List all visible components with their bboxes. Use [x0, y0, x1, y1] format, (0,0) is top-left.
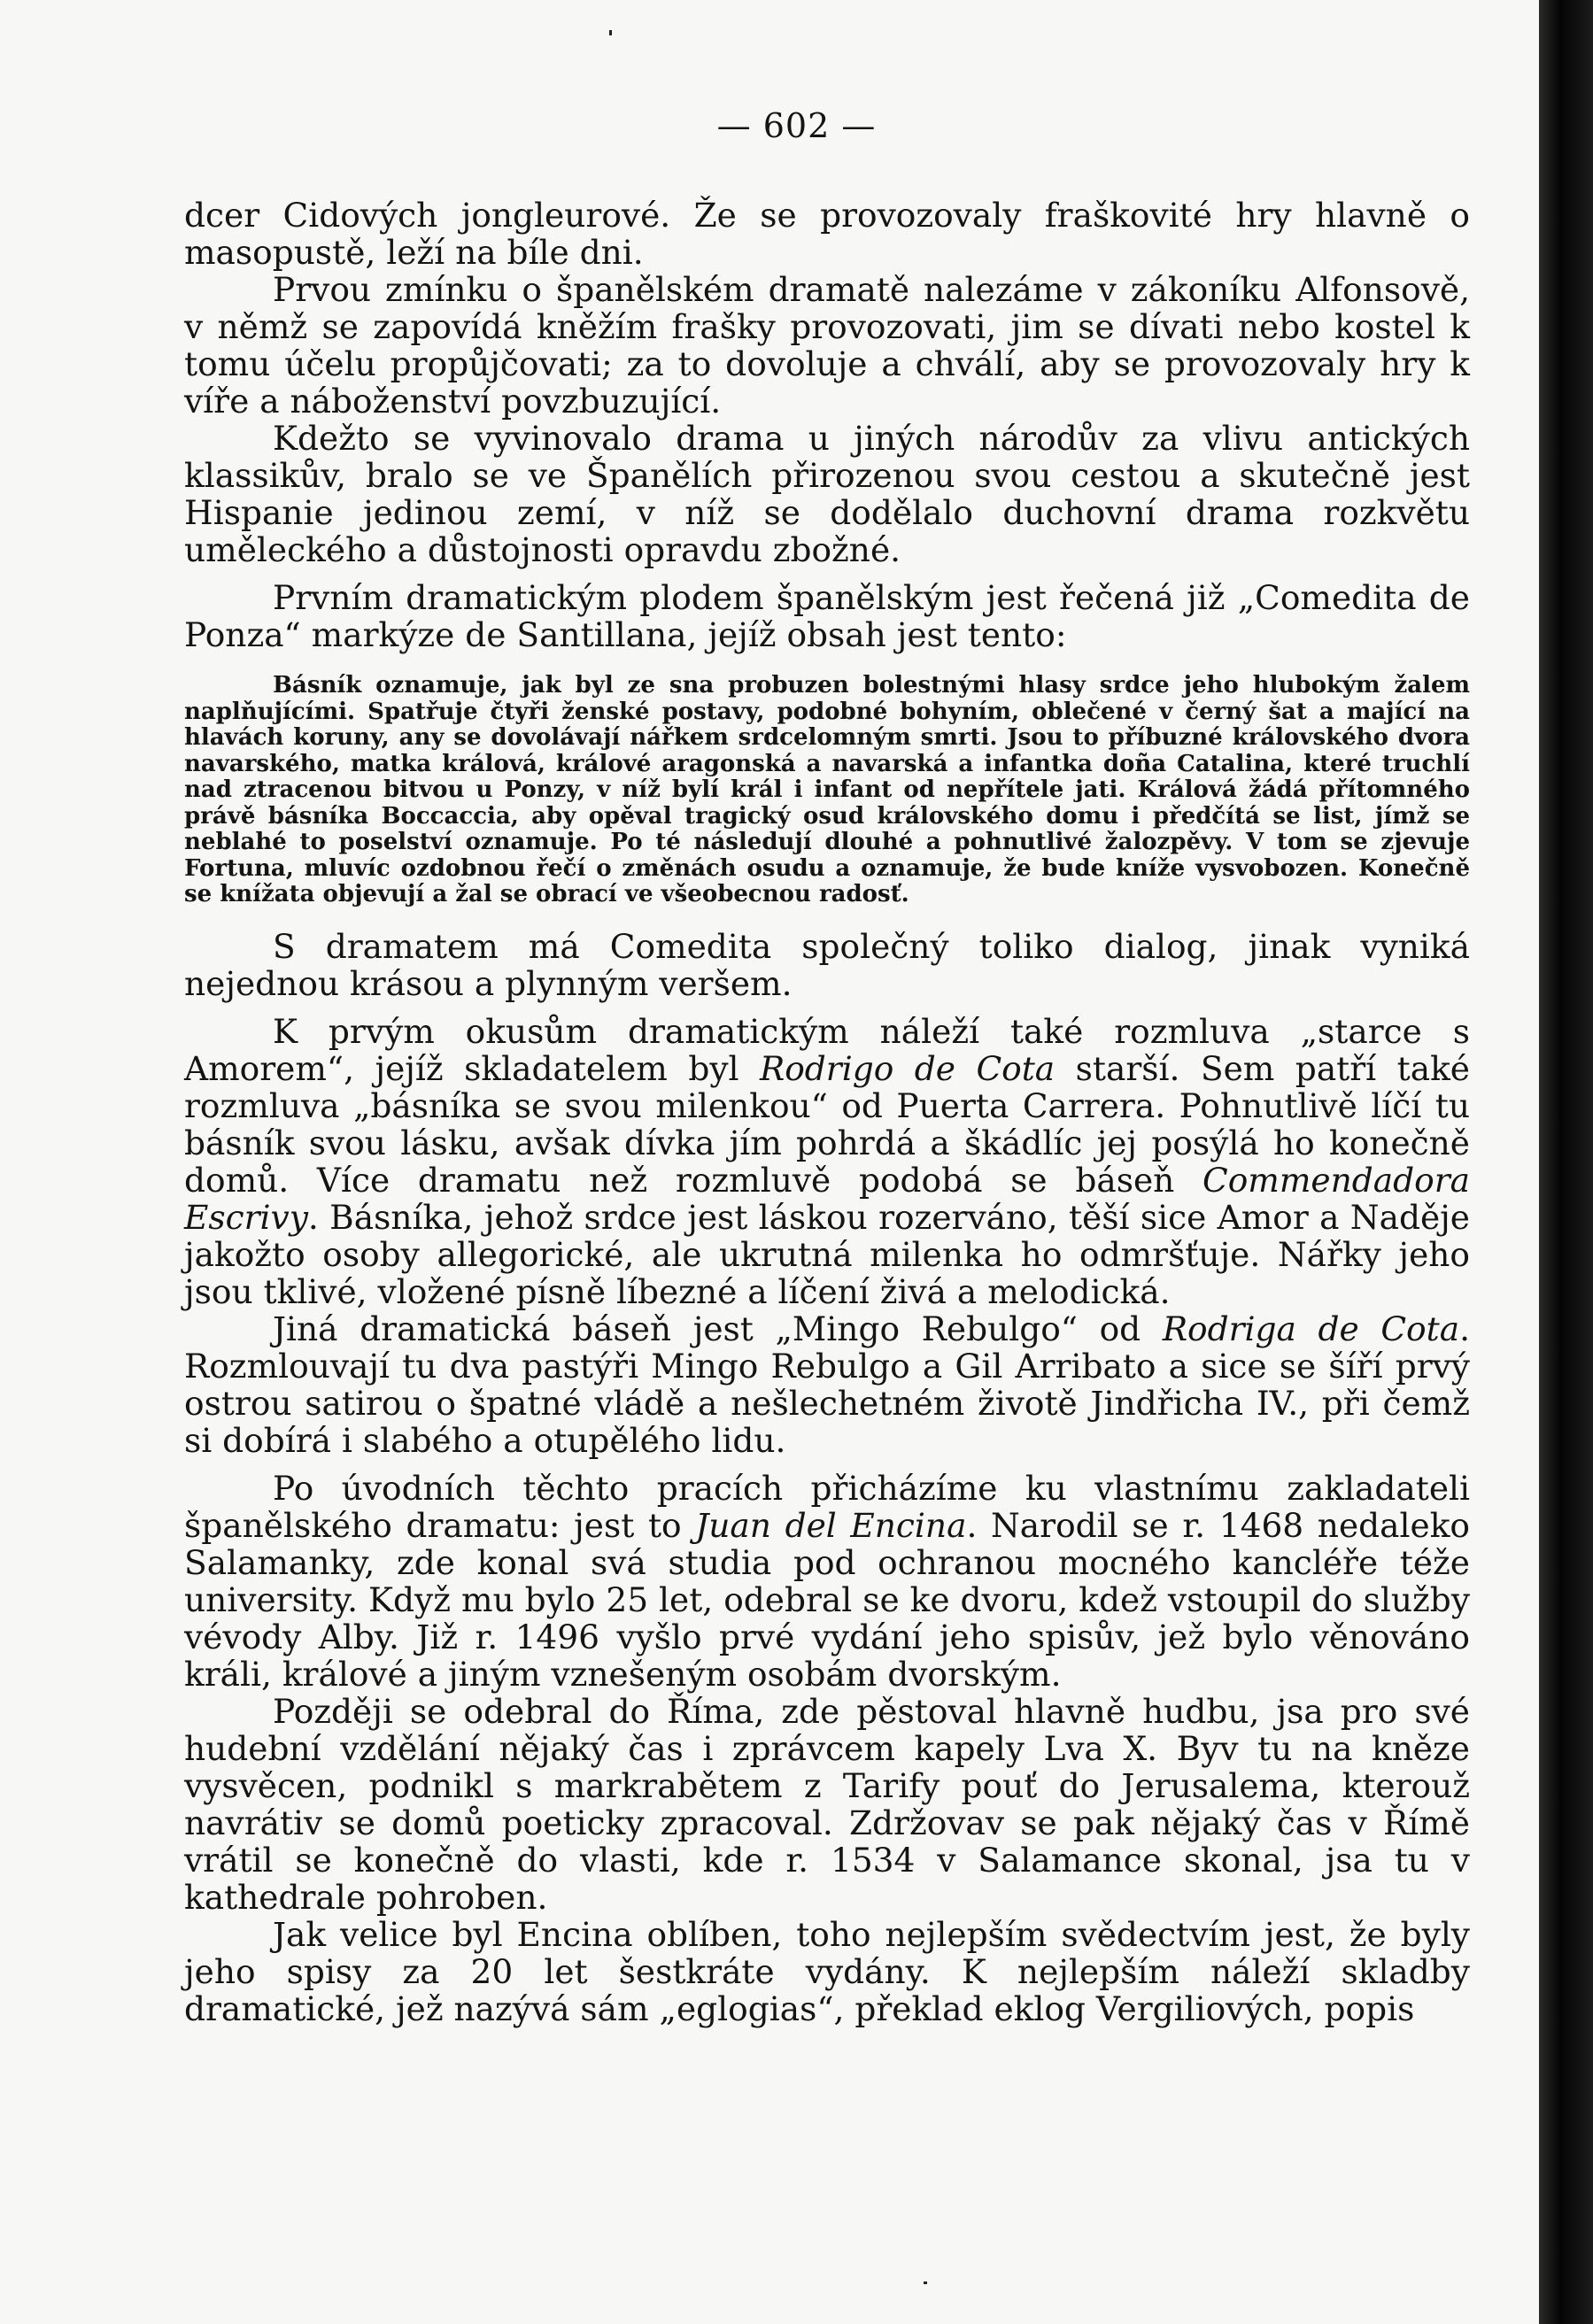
- paragraph: [184, 271, 1470, 420]
- paragraph-text: S dramatem má Comedita společný toliko dialog, jinak vyniká nejednou krásou a plynným veršem.: [184, 926, 1470, 1003]
- paragraph-text: . Básníka, jehož srdce jest láskou rozerváno, těší sice Amor a Naděje jakožto osoby allegorické, ale ukrutná milenka ho odmršťuje. Nářky jeho jsou tklivé, vložené písně líbezné a líčení živá a melodická.: [184, 1197, 1470, 1311]
- paragraph: [184, 1693, 1470, 1916]
- paragraph: [184, 1310, 1470, 1459]
- paragraph: [184, 928, 1470, 1002]
- quote-text: Básník oznamuje, jak byl ze sna probuzen bolestnými hlasy srdce jeho hlubokým žalem naplňujícími. Spatřuje čtyři ženské postavy, podobné bohyním, oblečené v černý šat a mající na hlavách koruny, any se dovolávají nářkem srdcelomným smrti. Jsou to příbuzné královského dvora navarského, matka králová, králové aragonská a navarská a infantka doña Catalina, které truchlí nad ztracenou bitvou u Ponzy, v níž bylí král i infant od nepřítele jati. Králová žádá přítomného právě básníka Boccaccia, aby opěval tragický osud královského domu i předčítá se list, jímž se neblahé to poselství oznamuje. Po té následují dlouhé a pohnutlivé žalozpěvy. V tom se zjevuje Fortuna, mluvíc ozdobnou řečí o změnách osudu a oznamuje, že bude kníže vysvobozen. Konečně se knížata objevují a žal se obrací ve všeobecnou radosť.: [184, 672, 1470, 907]
- paragraph-text: Prvním dramatickým plodem španělským jest řečená již „Comedita de Ponza“ markýze de Santillana, jejíž obsah jest tento:: [184, 578, 1470, 654]
- author-name: Rodriga de Cota: [1162, 1309, 1460, 1348]
- paragraph-text: Jiná dramatická báseň jest „Mingo Rebulgo“ od: [273, 1309, 1163, 1348]
- paragraph: [184, 1013, 1470, 1310]
- paragraph-text: Později se odebral do Říma, zde pěstoval hlavně hudbu, jsa pro své hudební vzdělání nějaký čas i zprávcem kapely Lva X. Byv tu na kněze vysvěcen, podnikl s markrabětem z Tarify pouť do Jerusalema, kterouž navrátiv se domů poeticky zpracoval. Zdržovav se pak nějaký čas v Římě vrátil se konečně do vlasti, kde r. 1534 v Salamance skonal, jsa tu v kathedrale pohroben.: [184, 1691, 1470, 1917]
- scan-speck: [924, 2282, 927, 2284]
- scan-dark-edge: [1539, 0, 1593, 2324]
- author-name: Juan del Encina: [695, 1505, 967, 1545]
- scan-speck: [609, 30, 612, 35]
- author-name: Rodrigo de Cota: [759, 1048, 1056, 1088]
- summary-quote: [184, 673, 1470, 908]
- author-name: Commendadora Escrivy: [184, 1160, 1470, 1237]
- paragraph: [184, 1916, 1470, 2027]
- paragraph-text: dcer Cidových jongleurové. Že se provozovaly fraškovité hry hlavně o masopustě, leží na bíle dni.: [184, 196, 1470, 272]
- paragraph: [184, 1470, 1470, 1693]
- paragraph-text: starší. Sem patří také rozmluva „básníka se svou milenkou“ od Puerta Carrera. Pohnutlivě líčí tu básník svou lásku, avšak dívka jím pohrdá a škádlíc jej posýlá ho konečně domů. Více dramatu než rozmluvě podobá se báseň: [184, 1048, 1470, 1200]
- body-text: [184, 197, 1470, 2027]
- paragraph: [184, 197, 1470, 271]
- paragraph: [184, 579, 1470, 653]
- paragraph-text: . Narodil se r. 1468 nedaleko Salamanky, zde konal svá studia pod ochranou mocného kancléře téže university. Když mu bylo 25 let, odebral se ke dvoru, kdež vstoupil do služby vévody Alby. Již r. 1496 vyšlo prvé vydání jeho spisův, jež bylo věnováno králi, králové a jiným vznešeným osobám dvorským.: [184, 1505, 1470, 1694]
- paragraph-text: Po úvodních těchto pracích přicházíme ku vlastnímu zakladateli španělského dramatu: jest to: [184, 1468, 1470, 1545]
- paragraph-text: Prvou zmínku o španělském dramatě nalezáme v zákoníku Alfonsově, v němž se zapovídá kněžím frašky provozovati, jim se dívati nebo kostel k tomu účelu propůjčovati; za to dovoluje a chválí, aby se provozovaly hry k víře a náboženství povzbuzující.: [184, 270, 1470, 421]
- page-number: — 602 —: [716, 106, 877, 145]
- paragraph-text: . Rozmlouvají tu dva pastýři Mingo Rebulgo a Gil Arribato a sice se šíří prvý ostrou satirou o špatné vládě a nešlechetném životě Jindřicha IV., při čemž si dobírá i slabého a otupělého lidu.: [184, 1309, 1470, 1460]
- paragraph-text: Jak velice byl Encina oblíben, toho nejlepším svědectvím jest, že byly jeho spisy za 20 let šestkráte vydány. K nejlepším náleží skladby dramatické, jež nazývá sám „eglogias“, překlad eklog Vergiliových, popis: [184, 1914, 1470, 2028]
- paragraph-text: K prvým okusům dramatickým náleží také rozmluva „starce s Amorem“, jejíž skladatelem byl: [184, 1011, 1470, 1088]
- paragraph-text: Kdežto se vyvinovalo drama u jiných národův za vlivu antických klassikův, bralo se ve Španělích přirozenou svou cestou a skutečně jest Hispanie jedinou zemí, v níž se dodělalo duchovní drama rozkvětu uměleckého a důstojnosti opravdu zbožné.: [184, 419, 1470, 569]
- paragraph: [184, 420, 1470, 568]
